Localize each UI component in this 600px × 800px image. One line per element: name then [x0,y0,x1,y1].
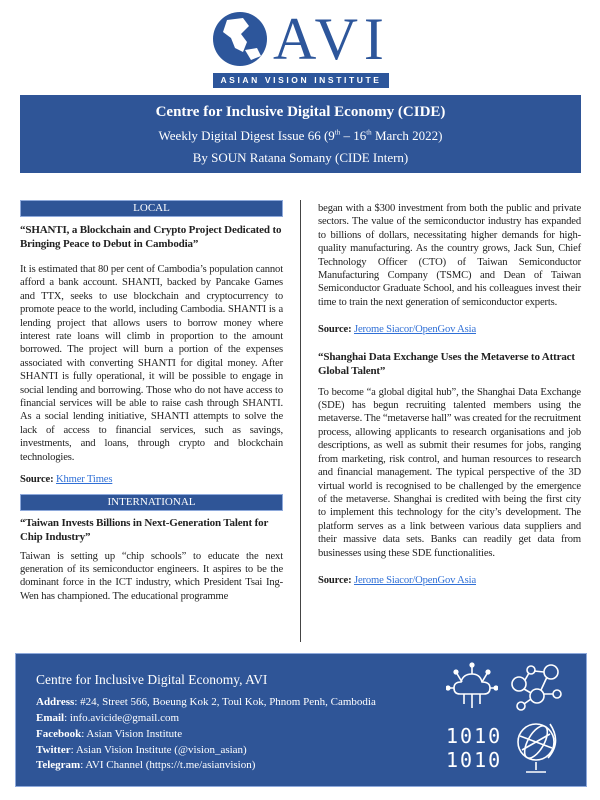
intl-source: Source: Jerome Siacor/OpenGov Asia [318,324,477,336]
section-international: INTERNATIONAL [20,494,283,511]
source-link[interactable]: Jerome Siacor/OpenGov Asia [353,574,477,586]
header-banner [20,95,581,173]
logo-text: AVI [273,6,390,72]
right-column [318,202,581,587]
globe-logo-icon [213,12,267,66]
avi-logo [205,6,395,90]
byline: By SOUN Ratana Somany (CIDE Intern) [192,150,409,165]
source-link[interactable]: Jerome Siacor/OpenGov Asia [353,324,477,336]
shanghai-source: Source: Jerome Siacor/OpenGov Asia [318,574,477,586]
section-local: LOCAL [20,200,283,217]
footer-twitter: Twitter: Asian Vision Institute (@vision_asian) [36,744,247,756]
banner-title: Centre for Inclusive Digital Economy (CIDE) [155,104,446,120]
footer [15,653,587,787]
shanghai-headline: “Shanghai Data Exchange Uses the Metaverse to Attract Global Talent” [318,350,575,377]
issue-line: Weekly Digital Digest Issue 66 (9th – 16th March 2022) [158,128,443,143]
left-column [20,200,283,603]
people-network-icon [509,662,563,712]
intl-body-right: began with a $300 investment from both the public and private sectors. The value of the semiconductor industry has expanded to billions of dollars, necessitating higher demands for high-quality manufacturing. As the country grows, Jack Sun, Chief Technology Officer (CTO) of Taiwan Semiconductor Manufacturing Company (TSMC) and Dean of Taiwan Semiconductor Graduate School, and his colleagues invest their time to train the next generation of semiconductor experts. [318,203,581,308]
intl-headline: “Taiwan Invests Billions in Next-Generation Talent for Chip Industry” [20,516,268,543]
source-link[interactable]: Khmer Times [55,474,113,486]
binary-icon: 1010 1010 [446,724,503,772]
shanghai-body: To become “a global digital hub”, the Shanghai Data Exchange (SDE) has begun recruiting talented members using the metaverse. The “metaverse hall” was created for the recruitment process, allowing applicants to research organisations and job descriptions, as well as submit their resumes for jobs, ranging from marketing, risk control, and human resources to research and financial management. The typical perspective of the 3D virtual world is recognised to be challenged by the emergence of the metaverse. Shanghai is credited with being the first city to implement this technology for the city’s development. The platform serves as a link between various data suppliers and their massive data sets. Banks can readily get data from businesses using these SDE functionalities. [318,386,582,559]
footer-address: Address: #24, Street 566, Boeung Kok 2, Toul Kok, Phnom Penh, Cambodia [36,696,376,708]
cloud-network-icon [446,662,498,710]
local-headline: “SHANTI, a Blockchain and Crypto Project Dedicated to Bringing Peace to Debut in Cambodia” [20,224,282,250]
column-divider [300,200,301,642]
globe-icon [514,718,560,778]
logo-subtitle: ASIAN VISION INSTITUTE [213,73,389,88]
footer-telegram: Telegram: AVI Channel (https://t.me/asianvision) [36,759,256,771]
footer-email: Email: info.avicide@gmail.com [36,712,180,724]
intl-body-left: Taiwan is setting up “chip schools” to educate the next generation of its semiconductor engineers. It aspires to be the dominant force in the ICT industry, which President Tsai Ing-Wen has championed. The educational programme [20,550,283,602]
local-source: Source: Khmer Times [20,474,113,486]
local-body: It is estimated that 80 per cent of Cambodia’s population cannot afford a bank account. SHANTI, backed by Pancake Games and TTX, seeks to use blockchain and cryptocurrency to promote peace to the world, including Cambodia. SHANTI is a lending project that allows users to borrow money where interest rate loans will climb in proportion to the amount borrowed. The project will burn a portion of the expenses associated with converting SHANTI for digital money. After SHANTI is fully operational, it will be possible to engage in social lending and borrowing. Those who do not have access to financial services will be able to raise cash through SHANTI. As a social lending initiative, SHANTI attempts to solve the lack of access to financial services, such as savings, investments, and loans, through crypto and blockchain technologies. [20,264,283,463]
footer-title: Centre for Inclusive Digital Economy, AVI [36,672,268,687]
footer-facebook: Facebook: Asian Vision Institute [36,728,183,740]
